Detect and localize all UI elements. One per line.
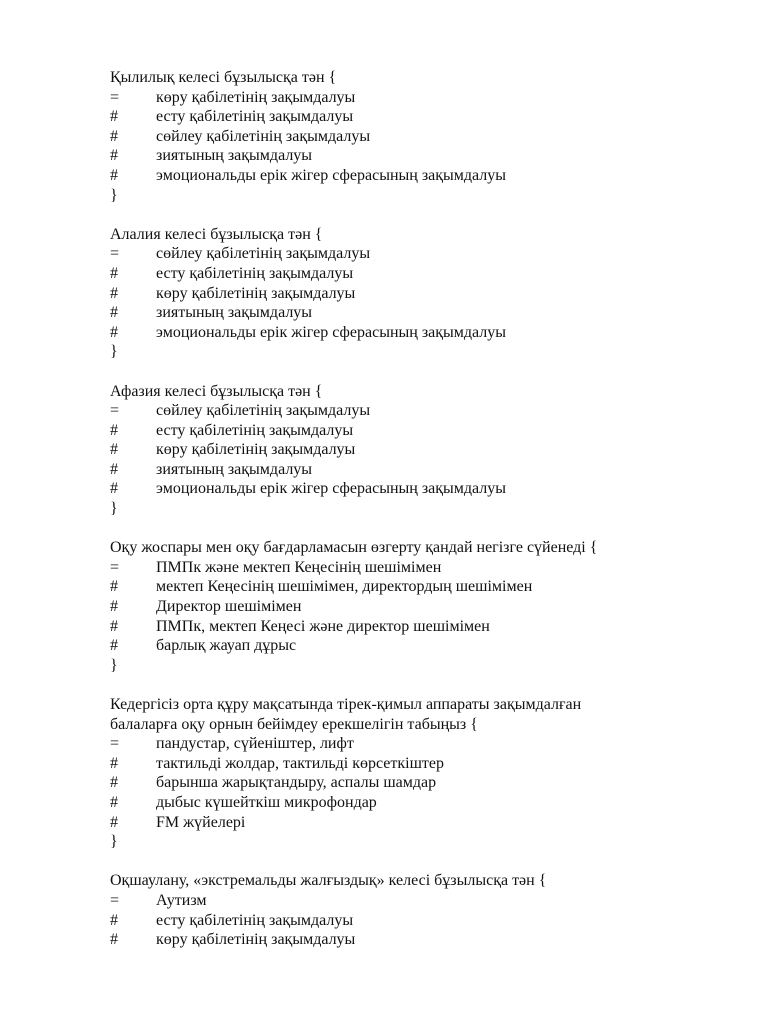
answer-marker: # bbox=[110, 911, 118, 929]
answer-marker: # bbox=[110, 598, 118, 616]
question-text: Оқшаулану, «экстремальды жалғыздық» келесі бұзылысқа тән { bbox=[110, 872, 547, 890]
answer-marker: # bbox=[110, 793, 118, 811]
answer-line bbox=[110, 127, 730, 147]
closing-brace: } bbox=[110, 186, 118, 204]
answer-line bbox=[110, 303, 730, 323]
answer-line bbox=[110, 284, 730, 304]
question-text: балаларға оқу орнын бейімдеу ерекшелігін табыңыз { bbox=[110, 715, 478, 733]
question-block bbox=[110, 695, 730, 852]
answer-line bbox=[110, 558, 730, 578]
answer-text: тактильді жолдар, тактильді көрсеткіштер bbox=[156, 754, 445, 772]
answer-marker: # bbox=[110, 166, 118, 184]
answer-line bbox=[110, 264, 730, 284]
answer-marker: # bbox=[110, 147, 118, 165]
answer-text: көру қабілетінің зақымдалуы bbox=[156, 931, 356, 949]
answer-marker: # bbox=[110, 774, 118, 792]
answer-line bbox=[110, 88, 730, 108]
answer-text: сөйлеу қабілетінің зақымдалуы bbox=[156, 127, 371, 145]
answer-line bbox=[110, 244, 730, 264]
answer-line bbox=[110, 793, 730, 813]
question-text: Қылилық келесі бұзылысқа тән { bbox=[110, 69, 337, 86]
answer-line bbox=[110, 440, 730, 460]
answer-marker: # bbox=[110, 460, 118, 478]
question-block bbox=[110, 68, 730, 205]
answer-marker: = bbox=[110, 402, 120, 420]
answer-line bbox=[110, 401, 730, 421]
answer-text: эмоциональды ерік жігер сферасының зақымдалуы bbox=[156, 166, 507, 184]
answer-text: дыбыс күшейткіш микрофондар bbox=[156, 793, 377, 811]
answer-text: барлық жауап дұрыс bbox=[156, 637, 297, 655]
answer-marker: # bbox=[110, 421, 118, 439]
answer-line bbox=[110, 911, 730, 931]
answer-line bbox=[110, 636, 730, 656]
answer-text: пандустар, сүйеніштер, лифт bbox=[156, 735, 354, 753]
answer-marker: # bbox=[110, 754, 118, 772]
answer-text: Директор шешімімен bbox=[156, 598, 302, 616]
answer-marker: = bbox=[110, 735, 120, 753]
answer-marker: # bbox=[110, 578, 118, 596]
answer-text: есту қабілетінің зақымдалуы bbox=[156, 264, 354, 282]
closing-brace: } bbox=[110, 500, 118, 518]
answer-marker: # bbox=[110, 617, 118, 635]
answer-marker: # bbox=[110, 480, 118, 498]
answer-line bbox=[110, 930, 730, 950]
answer-line bbox=[110, 107, 730, 127]
answer-line bbox=[110, 146, 730, 166]
answer-text: FM жүйелері bbox=[156, 813, 246, 831]
answer-line bbox=[110, 323, 730, 343]
question-block bbox=[110, 538, 730, 675]
answer-text: ПМПк және мектеп Кеңесінің шешімімен bbox=[156, 558, 442, 576]
answer-line bbox=[110, 617, 730, 637]
answer-marker: = bbox=[110, 558, 120, 576]
question-text: Алалия келесі бұзылысқа тән { bbox=[110, 225, 323, 243]
answer-text: зиятының зақымдалуы bbox=[156, 460, 313, 478]
answer-text: көру қабілетінің зақымдалуы bbox=[156, 441, 356, 459]
closing-brace: } bbox=[110, 656, 118, 674]
question-block bbox=[110, 225, 730, 362]
answer-text: барынша жарықтандыру, аспалы шамдар bbox=[156, 774, 437, 792]
answer-line bbox=[110, 577, 730, 597]
answer-text: сөйлеу қабілетінің зақымдалуы bbox=[156, 245, 371, 263]
document-page bbox=[110, 68, 730, 969]
answer-line bbox=[110, 597, 730, 617]
answer-marker: = bbox=[110, 88, 120, 106]
answer-marker: # bbox=[110, 931, 118, 949]
answer-line bbox=[110, 773, 730, 793]
answer-text: көру қабілетінің зақымдалуы bbox=[156, 88, 356, 106]
answer-marker: = bbox=[110, 891, 120, 909]
answer-text: Аутизм bbox=[156, 891, 207, 909]
question-text: Афазия келесі бұзылысқа тән { bbox=[110, 382, 323, 400]
answer-text: көру қабілетінің зақымдалуы bbox=[156, 284, 356, 302]
answer-line bbox=[110, 421, 730, 441]
answer-marker: = bbox=[110, 245, 120, 263]
closing-brace: } bbox=[110, 343, 118, 361]
answer-marker: # bbox=[110, 441, 118, 459]
answer-line bbox=[110, 479, 730, 499]
answer-marker: # bbox=[110, 108, 118, 126]
answer-marker: # bbox=[110, 264, 118, 282]
answer-text: зиятының зақымдалуы bbox=[156, 304, 313, 322]
answer-marker: # bbox=[110, 323, 118, 341]
answer-line bbox=[110, 754, 730, 774]
answer-text: есту қабілетінің зақымдалуы bbox=[156, 421, 354, 439]
question-text: Оқу жоспары мен оқу бағдарламасын өзгерту қандай негізге сүйенеді { bbox=[110, 539, 598, 557]
answer-marker: # bbox=[110, 127, 118, 145]
answer-line bbox=[110, 734, 730, 754]
answer-marker: # bbox=[110, 813, 118, 831]
answer-text: зиятының зақымдалуы bbox=[156, 147, 313, 165]
answer-line bbox=[110, 166, 730, 186]
answer-text: сөйлеу қабілетінің зақымдалуы bbox=[156, 402, 371, 420]
question-block bbox=[110, 871, 730, 949]
answer-line bbox=[110, 460, 730, 480]
answer-line bbox=[110, 813, 730, 833]
answer-text: эмоциональды ерік жігер сферасының зақымдалуы bbox=[156, 480, 507, 498]
answer-text: есту қабілетінің зақымдалуы bbox=[156, 911, 354, 929]
answer-text: эмоциональды ерік жігер сферасының зақымдалуы bbox=[156, 323, 507, 341]
answer-text: есту қабілетінің зақымдалуы bbox=[156, 108, 354, 126]
answer-text: мектеп Кеңесінің шешімімен, директордың шешімімен bbox=[156, 578, 533, 596]
answer-marker: # bbox=[110, 304, 118, 322]
answer-text: ПМПк, мектеп Кеңесі және директор шешімімен bbox=[156, 617, 490, 635]
question-text: Кедергісіз орта құру мақсатында тірек-қимыл аппараты зақымдалған bbox=[110, 696, 582, 713]
question-block bbox=[110, 382, 730, 519]
answer-line bbox=[110, 891, 730, 911]
closing-brace: } bbox=[110, 833, 118, 851]
answer-marker: # bbox=[110, 284, 118, 302]
answer-marker: # bbox=[110, 637, 118, 655]
